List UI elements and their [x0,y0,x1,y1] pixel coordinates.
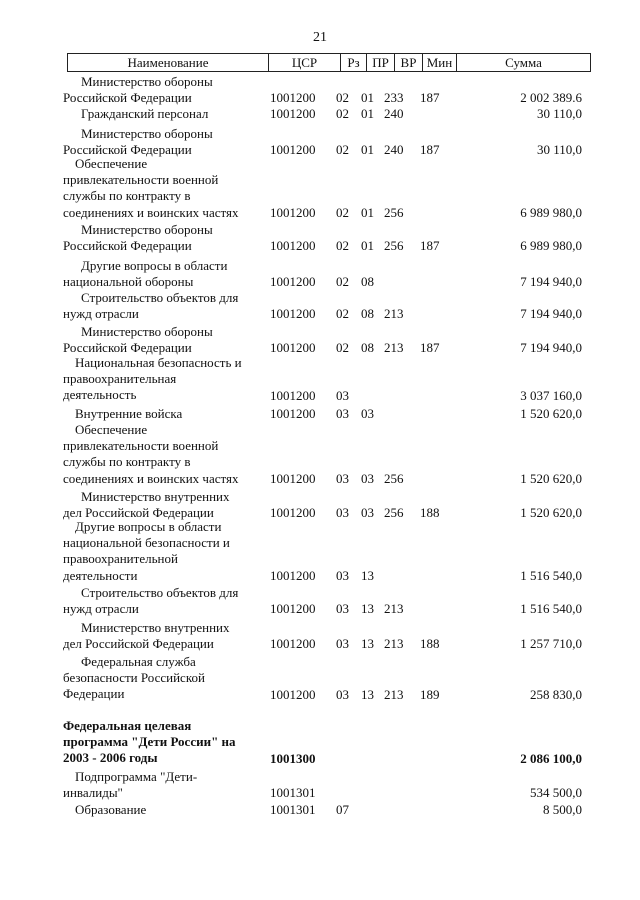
cell-sum: 258 830,0 [530,687,582,702]
cell-rz: 03 [336,636,349,651]
cell-csr: 1001200 [270,505,316,520]
row-name [63,290,263,322]
row-name [63,106,263,122]
row-name [63,156,263,221]
table-row [0,126,640,158]
cell-sum: 1 520 620,0 [520,505,582,520]
cell-rz: 02 [336,274,349,289]
row-name-line: соединениях и воинских частях [63,204,239,220]
row-name [63,718,263,767]
cell-rz: 07 [336,802,349,817]
row-name-line: инвалиды" [63,785,123,801]
row-name-line: деятельности [63,567,138,583]
row-name-line: дел Российской Федерации [63,636,214,652]
cell-vr: 256 [384,238,404,253]
table-row [0,324,640,356]
table-row [0,290,640,322]
cell-vr: 256 [384,205,404,220]
table-row [0,106,640,122]
row-name-line: нужд отрасли [63,601,139,617]
header-vr: ВР [394,54,422,71]
cell-min: 187 [420,340,440,355]
table-row [0,718,640,767]
row-name [63,620,263,652]
row-name-line: безопасности Российской [63,670,205,686]
row-name-line: соединениях и воинских частях [63,470,239,486]
cell-csr: 1001200 [270,687,316,702]
row-name-line: привлекательности военной [63,438,219,454]
table-row [0,74,640,106]
table-row [0,654,640,703]
table-row [0,620,640,652]
cell-pr: 03 [361,505,374,520]
cell-sum: 1 516 540,0 [520,601,582,616]
cell-sum: 2 002 389.6 [520,90,582,105]
row-name [63,126,263,158]
cell-sum: 2 086 100,0 [520,751,582,766]
table-row [0,802,640,818]
row-name-line: национальной безопасности и [63,535,230,551]
cell-sum: 1 520 620,0 [520,471,582,486]
cell-sum: 3 037 160,0 [520,388,582,403]
row-name-line: национальной обороны [63,274,194,290]
row-name [63,355,263,404]
row-name-line: Строительство объектов для [81,290,239,305]
cell-rz: 02 [336,106,349,121]
cell-csr: 1001200 [270,471,316,486]
cell-pr: 13 [361,636,374,651]
cell-rz: 02 [336,90,349,105]
cell-csr: 1001301 [270,785,316,800]
row-name-line: Гражданский персонал [81,106,209,121]
cell-sum: 6 989 980,0 [520,238,582,253]
table-row [0,222,640,254]
cell-csr: 1001300 [270,751,316,766]
cell-sum: 1 257 710,0 [520,636,582,651]
cell-sum: 8 500,0 [543,802,582,817]
cell-pr: 08 [361,274,374,289]
row-name-line: службы по контракту в [63,188,191,204]
cell-min: 187 [420,238,440,253]
row-name-line: Другие вопросы в области [81,258,228,273]
cell-sum: 6 989 980,0 [520,205,582,220]
cell-min: 187 [420,90,440,105]
cell-rz: 03 [336,471,349,486]
cell-csr: 1001200 [270,340,316,355]
row-name-line: Российской Федерации [63,90,192,106]
cell-min: 187 [420,142,440,157]
cell-rz: 02 [336,306,349,321]
row-name [63,324,263,356]
cell-rz: 02 [336,238,349,253]
row-name [63,489,263,521]
row-name-line: Министерство обороны [81,74,213,89]
row-name [63,74,263,106]
cell-rz: 03 [336,568,349,583]
row-name-line: Министерство обороны [81,324,213,339]
cell-sum: 30 110,0 [536,106,582,121]
header-name: Наименование [127,55,209,70]
table-row [0,769,640,801]
cell-vr: 213 [384,340,404,355]
row-name-line: Другие вопросы в области [75,519,222,534]
row-name-line: Министерство обороны [81,126,213,141]
cell-pr: 01 [361,142,374,157]
cell-vr: 240 [384,142,404,157]
cell-vr: 213 [384,601,404,616]
table-row [0,355,640,404]
cell-min: 188 [420,505,440,520]
cell-sum: 7 194 940,0 [520,306,582,321]
cell-sum: 7 194 940,0 [520,340,582,355]
cell-pr: 03 [361,471,374,486]
cell-pr: 13 [361,568,374,583]
row-name-line: Министерство внутренних [81,620,230,635]
row-name [63,585,263,617]
cell-csr: 1001200 [270,406,316,421]
cell-csr: 1001200 [270,388,316,403]
cell-pr: 01 [361,106,374,121]
row-name-line: Министерство обороны [81,222,213,237]
cell-vr: 240 [384,106,404,121]
cell-sum: 7 194 940,0 [520,274,582,289]
table-row [0,422,640,487]
table-row [0,585,640,617]
cell-pr: 13 [361,687,374,702]
row-name [63,406,263,422]
cell-csr: 1001200 [270,636,316,651]
cell-csr: 1001200 [270,90,316,105]
row-name [63,654,263,703]
row-name-line: Национальная безопасность и [75,355,242,370]
cell-csr: 1001200 [270,601,316,616]
row-name-line: Внутренние войска [75,406,183,421]
header-rz: Рз [340,54,366,71]
cell-rz: 03 [336,388,349,403]
cell-pr: 13 [361,601,374,616]
table-row [0,489,640,521]
header-sum: Сумма [456,54,590,71]
row-name-line: Обеспечение [75,156,148,171]
row-name-line: Строительство объектов для [81,585,239,600]
cell-rz: 03 [336,687,349,702]
row-name-line: Министерство внутренних [81,489,230,504]
row-name-line: Обеспечение [75,422,148,437]
cell-rz: 02 [336,340,349,355]
cell-pr: 03 [361,406,374,421]
cell-pr: 08 [361,306,374,321]
row-name-line: нужд отрасли [63,306,139,322]
cell-csr: 1001200 [270,142,316,157]
cell-csr: 1001200 [270,205,316,220]
cell-vr: 256 [384,505,404,520]
row-name-line: привлекательности военной [63,172,219,188]
cell-vr: 213 [384,636,404,651]
cell-csr: 1001200 [270,274,316,289]
cell-rz: 02 [336,205,349,220]
cell-min: 189 [420,687,440,702]
page-number: 21 [313,30,327,45]
header-csr: ЦСР [268,54,340,71]
row-name-line: Российской Федерации [63,340,192,356]
cell-csr: 1001200 [270,306,316,321]
row-name-line: Российской Федерации [63,238,192,254]
row-name-line: Федеральная служба [81,654,196,669]
row-name-line: дел Российской Федерации [63,505,214,521]
cell-rz: 03 [336,505,349,520]
row-name [63,258,263,290]
cell-vr: 213 [384,687,404,702]
row-name-line: Российской Федерации [63,142,192,158]
row-name-line: 2003 - 2006 годы [63,750,158,766]
row-name-line: программа "Дети России" на [63,734,236,750]
cell-sum: 534 500,0 [530,785,582,800]
cell-csr: 1001200 [270,568,316,583]
row-name-line: Федеральная целевая [63,718,192,733]
row-name [63,222,263,254]
row-name-line: Образование [75,802,147,817]
row-name [63,769,263,801]
cell-rz: 03 [336,601,349,616]
row-name [63,422,263,487]
cell-csr: 1001200 [270,238,316,253]
row-name-line: Федерации [63,686,125,702]
cell-min: 188 [420,636,440,651]
cell-pr: 01 [361,90,374,105]
cell-pr: 01 [361,238,374,253]
row-name-line: правоохранительная [63,371,177,387]
cell-rz: 02 [336,142,349,157]
cell-csr: 1001301 [270,802,316,817]
cell-pr: 08 [361,340,374,355]
cell-sum: 30 110,0 [536,142,582,157]
table-row [0,156,640,221]
table-row [0,519,640,584]
row-name [63,802,263,818]
cell-sum: 1 520 620,0 [520,406,582,421]
row-name-line: Подпрограмма "Дети- [75,769,198,784]
cell-vr: 213 [384,306,404,321]
row-name-line: службы по контракту в [63,454,191,470]
table-row [0,406,640,422]
header-pr: ПР [366,54,394,71]
cell-sum: 1 516 540,0 [520,568,582,583]
row-name-line: деятельность [63,387,137,403]
table-row [0,258,640,290]
cell-vr: 256 [384,471,404,486]
row-name-line: правоохранительной [63,551,178,567]
cell-pr: 01 [361,205,374,220]
cell-rz: 03 [336,406,349,421]
cell-csr: 1001200 [270,106,316,121]
header-min: Мин [422,54,456,71]
row-name [63,519,263,584]
cell-vr: 233 [384,90,404,105]
